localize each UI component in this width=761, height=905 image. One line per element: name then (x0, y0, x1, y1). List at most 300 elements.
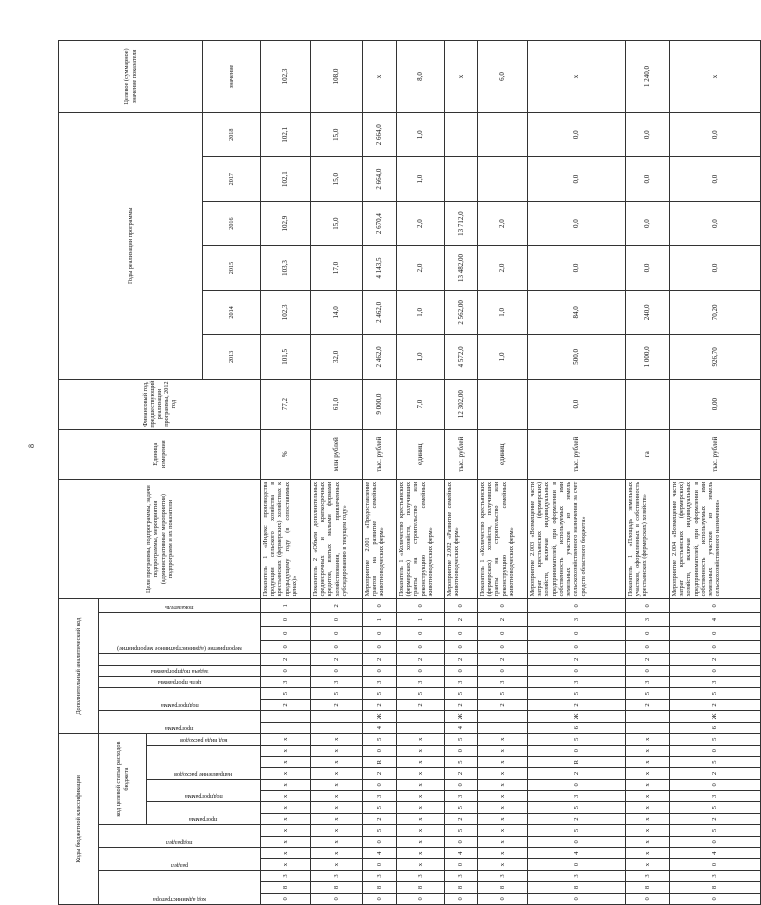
code-cell: 2 (363, 768, 397, 779)
code-cell: х (478, 848, 528, 859)
code-cell: 3 (528, 791, 626, 802)
code-cell: 5 (528, 802, 626, 813)
row-target-value: 6,0 (478, 41, 528, 113)
code-cell: х (478, 859, 528, 870)
row-year-value (478, 112, 528, 156)
code-cell: 3 (528, 870, 626, 881)
code-cell: х (261, 779, 311, 790)
year-2018-header: 2018 (203, 112, 261, 156)
code-cell: х (311, 791, 363, 802)
code-cell: х (626, 836, 670, 847)
code-cell: 0 (528, 893, 626, 904)
row-year-value: 2 462,0 (363, 290, 397, 334)
row-year-value: 102,3 (261, 290, 311, 334)
code-cell: 0 (626, 893, 670, 904)
code-cell: 2 (311, 699, 363, 710)
code-cell: 3 (528, 676, 626, 687)
code-cell: 0 (311, 626, 363, 640)
row-year-value: 0,0 (670, 157, 761, 201)
row-year-value: 1,0 (397, 335, 445, 379)
row-year-value: 0,0 (626, 246, 670, 290)
code-cell: 0 (445, 836, 478, 847)
code-cell: 4 (363, 848, 397, 859)
code-cell: х (478, 813, 528, 824)
code-cell: 0 (626, 626, 670, 640)
code-cell: 0 (478, 893, 528, 904)
row-unit: тыс. рублей (528, 429, 626, 479)
code-cell: 0 (363, 859, 397, 870)
row-description: Показатель 1 «Индекс производства продукции сельского хозяйства в крестьянских (фермерских) хозяйствах к предыдущему году (в сопоставимых ценах)» (261, 479, 311, 599)
code-cell: 5 (445, 688, 478, 699)
code-cell: 2 (478, 654, 528, 665)
code-cell: х (311, 859, 363, 870)
code-cell: 8 (670, 882, 761, 893)
code-cell: х (626, 768, 670, 779)
row-unit: единиц (397, 429, 445, 479)
code-cell: 5 (670, 688, 761, 699)
code-cell: 0 (670, 599, 761, 613)
table-row (363, 41, 397, 905)
code-cell (397, 722, 445, 733)
code-cell: 0 (261, 626, 311, 640)
code-cell: 5 (261, 688, 311, 699)
code-cell: 2 (445, 613, 478, 627)
code-cell: 0 (670, 893, 761, 904)
row-unit: единиц (478, 429, 528, 479)
code-cell: 0 (363, 893, 397, 904)
row-year-value: 102,9 (261, 201, 311, 245)
code-cell: 8 (363, 882, 397, 893)
code-cell: 2 (445, 768, 478, 779)
row-year-value: 500,0 (528, 335, 626, 379)
row-prior-year: 77,2 (261, 379, 311, 429)
code-cell: 2 (445, 654, 478, 665)
code-cell: Ж (670, 711, 761, 722)
code-cell: 0 (528, 626, 626, 640)
code-cell (397, 711, 445, 722)
code-cell: 0 (626, 640, 670, 654)
code-cell: 3 (261, 676, 311, 687)
row-year-value: 15,0 (311, 201, 363, 245)
code-cell: х (397, 859, 445, 870)
code-cell: 2 (528, 813, 626, 824)
code-cell: х (311, 825, 363, 836)
code-cell: 0 (445, 640, 478, 654)
table-row (311, 41, 363, 905)
row-year-value: 2 562,00 (445, 290, 478, 334)
code-cell: х (626, 745, 670, 756)
code-cell: 2 (397, 699, 445, 710)
target-value-header: значение (203, 41, 261, 113)
row-year-value: 0,0 (626, 157, 670, 201)
code-cell: 0 (626, 665, 670, 676)
code-cell: 5 (670, 733, 761, 745)
row-year-value: 70,20 (670, 290, 761, 334)
csr-program-header: программа (147, 802, 261, 825)
row-target-value: 8,0 (397, 41, 445, 113)
table-row (478, 41, 528, 905)
code-cell: 0 (311, 893, 363, 904)
code-cell: Ж (528, 711, 626, 722)
code-cell: 0 (311, 665, 363, 676)
row-year-value: 4 572,0 (445, 335, 478, 379)
code-cell: х (397, 768, 445, 779)
code-cell: 0 (478, 626, 528, 640)
code-cell: 0 (528, 599, 626, 613)
program-table-sheet (58, 40, 722, 905)
code-cell: 4 (670, 613, 761, 627)
code-cell: 2 (670, 813, 761, 824)
code-cell: 5 (363, 688, 397, 699)
a-program-header: программа (99, 711, 261, 734)
row-year-value: 2,0 (397, 246, 445, 290)
code-cell: х (626, 813, 670, 824)
code-cell: 0 (670, 859, 761, 870)
a-indicator-header: показатель (99, 599, 261, 613)
code-cell: 2 (363, 654, 397, 665)
code-cell: Ж (445, 711, 478, 722)
vr-header: код вида расходов (147, 733, 261, 745)
row-unit: тыс. рублей (445, 429, 478, 479)
code-cell: 5 (363, 825, 397, 836)
code-cell: 0 (261, 640, 311, 654)
code-cell: 6 (528, 722, 626, 733)
row-description: Мероприятие 2.001 «Предоставление грантов на развитие семейных животноводческих ферм» (363, 479, 397, 599)
row-year-value: 102,1 (261, 112, 311, 156)
code-cell (478, 722, 528, 733)
code-cell: х (311, 802, 363, 813)
row-year-value (445, 112, 478, 156)
code-cell: 5 (670, 825, 761, 836)
code-cell: 3 (626, 870, 670, 881)
code-cell: х (626, 848, 670, 859)
code-cell: 6 (670, 722, 761, 733)
code-cell: х (397, 745, 445, 756)
code-cell: 0 (478, 640, 528, 654)
code-cell: 5 (626, 688, 670, 699)
row-target-value: х (670, 41, 761, 113)
year-2016-header: 2016 (203, 201, 261, 245)
code-cell: 2 (261, 654, 311, 665)
code-cell: 2 (528, 699, 626, 710)
code-cell: 4 (363, 722, 397, 733)
code-cell: 0 (478, 665, 528, 676)
row-year-value: 13 482,00 (445, 246, 478, 290)
code-cell: 0 (311, 640, 363, 654)
code-cell: 3 (261, 870, 311, 881)
code-cell: 0 (528, 779, 626, 790)
row-year-value: 2 664,0 (363, 112, 397, 156)
code-cell: 0 (528, 836, 626, 847)
code-cell: 2 (626, 699, 670, 710)
code-cell: 0 (261, 613, 311, 627)
code-cell: х (397, 848, 445, 859)
row-year-value: 103,3 (261, 246, 311, 290)
table-row (261, 41, 311, 905)
year-2017-header: 2017 (203, 157, 261, 201)
code-cell: х (397, 756, 445, 767)
code-cell: 0 (528, 859, 626, 870)
code-cell: 4 (445, 722, 478, 733)
code-cell: 3 (445, 676, 478, 687)
row-year-value (478, 157, 528, 201)
row-target-value: х (363, 41, 397, 113)
code-cell: х (478, 791, 528, 802)
row-description: Мероприятие 2.004 «Возмещение части затрат крестьянских (фермерских) хозяйств, включая индивидуальных предпринимателей, при оформлении в собственность используемых ими земельных участков из земель сельскохозяйственного назначения» (670, 479, 761, 599)
code-cell (311, 722, 363, 733)
row-year-value: 2 664,0 (363, 157, 397, 201)
code-cell: х (626, 756, 670, 767)
code-cell: х (626, 825, 670, 836)
code-cell: 0 (670, 665, 761, 676)
code-cell: х (397, 813, 445, 824)
row-prior-year (626, 379, 670, 429)
row-year-value: 1,0 (397, 290, 445, 334)
code-cell: 3 (445, 791, 478, 802)
code-cell: 2 (626, 654, 670, 665)
target-header: Целевое (суммарное) значение показателя (59, 41, 203, 113)
code-cell: 8 (397, 882, 445, 893)
code-cell: 0 (478, 599, 528, 613)
row-target-value: 1 240,0 (626, 41, 670, 113)
code-cell: х (478, 768, 528, 779)
code-cell: 0 (445, 893, 478, 904)
row-year-value: 0,0 (528, 246, 626, 290)
prior-year-header: Финансовый год, предшествующий реализации программы, 2012 год (59, 379, 261, 429)
code-cell: 0 (261, 665, 311, 676)
row-target-value: 108,0 (311, 41, 363, 113)
code-cell: 2 (311, 599, 363, 613)
code-cell: 2 (363, 699, 397, 710)
row-year-value: 2 670,4 (363, 201, 397, 245)
code-cell: 2 (478, 613, 528, 627)
code-cell: х (261, 802, 311, 813)
code-cell: х (626, 859, 670, 870)
code-cell: 0 (445, 665, 478, 676)
code-cell: х (397, 791, 445, 802)
code-cell: 5 (397, 688, 445, 699)
code-cell: 3 (311, 870, 363, 881)
row-year-value: 0,0 (626, 201, 670, 245)
code-cell: 4 (445, 848, 478, 859)
code-cell: 5 (670, 756, 761, 767)
code-cell (261, 711, 311, 722)
code-cell: х (261, 825, 311, 836)
budget-codes-header: Коды бюджетной классификации (59, 733, 99, 904)
row-prior-year: 12 302,00 (445, 379, 478, 429)
row-unit: тыс. рублей (363, 429, 397, 479)
code-cell: 0 (397, 599, 445, 613)
code-cell: х (397, 802, 445, 813)
code-cell: 8 (478, 882, 528, 893)
row-unit: га (626, 429, 670, 479)
code-cell: 2 (528, 768, 626, 779)
code-cell: 4 (670, 848, 761, 859)
page-number: 8 (27, 444, 36, 448)
year-2014-header: 2014 (203, 290, 261, 334)
code-cell: 3 (311, 676, 363, 687)
a-slot-header (99, 654, 261, 665)
code-cell (626, 722, 670, 733)
code-cell: 1 (261, 599, 311, 613)
code-cell: 0 (670, 745, 761, 756)
code-cell: 5 (528, 688, 626, 699)
code-cell: х (397, 825, 445, 836)
code-cell: 0 (363, 745, 397, 756)
code-cell: 0 (445, 745, 478, 756)
row-year-value: 0,0 (670, 246, 761, 290)
code-cell: 2 (397, 654, 445, 665)
code-cell: 0 (363, 779, 397, 790)
code-cell: 8 (626, 882, 670, 893)
code-cell: 5 (528, 825, 626, 836)
row-year-value: 1,0 (397, 112, 445, 156)
code-cell: х (261, 791, 311, 802)
code-cell: х (478, 745, 528, 756)
code-cell: 3 (670, 676, 761, 687)
code-cell: 0 (363, 626, 397, 640)
row-year-value: 102,1 (261, 157, 311, 201)
code-cell: 8 (311, 882, 363, 893)
code-cell: 5 (478, 688, 528, 699)
row-year-value: 0,0 (528, 201, 626, 245)
csr-group-header: код целевой статьи расходов бюджета (99, 733, 147, 824)
row-unit: тыс. рублей (670, 429, 761, 479)
code-cell: 5 (363, 802, 397, 813)
code-cell: х (261, 733, 311, 745)
code-cell: 1 (363, 613, 397, 627)
code-cell: 4 (528, 848, 626, 859)
row-year-value: 17,0 (311, 246, 363, 290)
code-cell: х (311, 836, 363, 847)
code-cell: 3 (445, 870, 478, 881)
program-indicators-table (58, 40, 761, 905)
table-body (261, 41, 761, 905)
code-cell: х (311, 733, 363, 745)
code-cell: х (261, 745, 311, 756)
razdel-header: раздел (99, 848, 261, 871)
row-description: Мероприятие 2.003 «Возмещение части затрат крестьянских (фермерских) хозяйств, включая индивидуальных предпринимателей, при оформлении в собственность используемых ими земельных участков из земель сельскохозяйственного назначения за счет средств областного бюджета» (528, 479, 626, 599)
code-cell: 0 (397, 626, 445, 640)
row-target-value: 102,3 (261, 41, 311, 113)
code-cell: х (261, 768, 311, 779)
row-year-value: 1 000,0 (626, 335, 670, 379)
code-cell: х (626, 802, 670, 813)
code-cell: х (261, 813, 311, 824)
code-cell: 8 (445, 882, 478, 893)
code-cell: 5 (445, 733, 478, 745)
code-cell: 0 (670, 626, 761, 640)
code-cell: х (626, 779, 670, 790)
code-cell: х (261, 848, 311, 859)
row-description: Показатель 1 «Количество крестьянских (фермерских) хозяйств, получивших гранты на строительство или реконструкцию семейных животноводческих ферм» (478, 479, 528, 599)
kbk-admin-header: код администратора (99, 870, 261, 904)
row-year-value (445, 157, 478, 201)
code-cell: 3 (528, 613, 626, 627)
code-cell: 0 (363, 836, 397, 847)
row-target-value: х (445, 41, 478, 113)
code-cell: 3 (397, 676, 445, 687)
code-cell: 0 (397, 640, 445, 654)
code-cell: 0 (445, 599, 478, 613)
row-prior-year: 7,0 (397, 379, 445, 429)
code-cell: 2 (670, 699, 761, 710)
code-cell: 3 (670, 870, 761, 881)
csr-direction-header: направление расходов (147, 745, 261, 779)
code-cell: 0 (397, 665, 445, 676)
code-cell: 0 (670, 836, 761, 847)
code-cell: х (478, 836, 528, 847)
year-2015-header: 2015 (203, 246, 261, 290)
row-year-value: 0,0 (528, 157, 626, 201)
code-cell: х (478, 733, 528, 745)
code-cell: х (626, 733, 670, 745)
a-task-header: задача подпрограммы (99, 665, 261, 676)
row-year-value: 1,0 (478, 335, 528, 379)
code-cell: 0 (445, 859, 478, 870)
code-cell (261, 722, 311, 733)
code-cell: х (478, 825, 528, 836)
code-cell: 3 (363, 676, 397, 687)
code-cell: х (311, 756, 363, 767)
code-cell: 5 (445, 802, 478, 813)
row-description: Показатель 1 «Площадь земельных участков, оформленных в собственность крестьянских (фермерских) хозяйств» (626, 479, 670, 599)
row-year-value: 2,0 (478, 201, 528, 245)
code-cell: 0 (626, 599, 670, 613)
code-cell: 2 (311, 654, 363, 665)
code-cell: 3 (478, 870, 528, 881)
code-cell: х (261, 836, 311, 847)
code-cell: Ж (363, 711, 397, 722)
row-year-value: 0,0 (670, 112, 761, 156)
code-cell: 0 (670, 640, 761, 654)
code-cell: 0 (528, 665, 626, 676)
row-year-value: 0,0 (528, 112, 626, 156)
code-cell: 8 (261, 882, 311, 893)
code-cell: 2 (445, 813, 478, 824)
table-row (670, 41, 761, 905)
code-cell: 2 (528, 654, 626, 665)
row-year-value: 0,0 (670, 201, 761, 245)
row-year-value: 32,0 (311, 335, 363, 379)
row-year-value: 14,0 (311, 290, 363, 334)
podrazdel-header: подраздел (99, 825, 261, 848)
code-cell: х (311, 848, 363, 859)
code-cell: х (626, 791, 670, 802)
code-cell (626, 711, 670, 722)
row-year-value: 15,0 (311, 157, 363, 201)
table-row (445, 41, 478, 905)
code-cell: 2 (670, 768, 761, 779)
unit-header: Единица измерения (59, 429, 261, 479)
code-cell: 1 (397, 613, 445, 627)
code-cell: х (261, 756, 311, 767)
row-year-value: 2 462,0 (363, 335, 397, 379)
code-cell: х (478, 802, 528, 813)
year-2013-header: 2013 (203, 335, 261, 379)
row-year-value: 1,0 (478, 290, 528, 334)
row-year-value: 240,0 (626, 290, 670, 334)
a-measure-header: мероприятие (административное мероприятие) (99, 613, 261, 654)
code-cell: 3 (670, 791, 761, 802)
row-year-value: 84,0 (528, 290, 626, 334)
code-cell: R (528, 756, 626, 767)
name-header: Цели программы, подпрограммы, задачи подпрограммы, мероприятия (административные мероприятия) подпрограмм и их показатели (59, 479, 261, 599)
code-cell: 3 (363, 870, 397, 881)
row-year-value: 15,0 (311, 112, 363, 156)
code-cell: 0 (670, 779, 761, 790)
code-cell (311, 711, 363, 722)
